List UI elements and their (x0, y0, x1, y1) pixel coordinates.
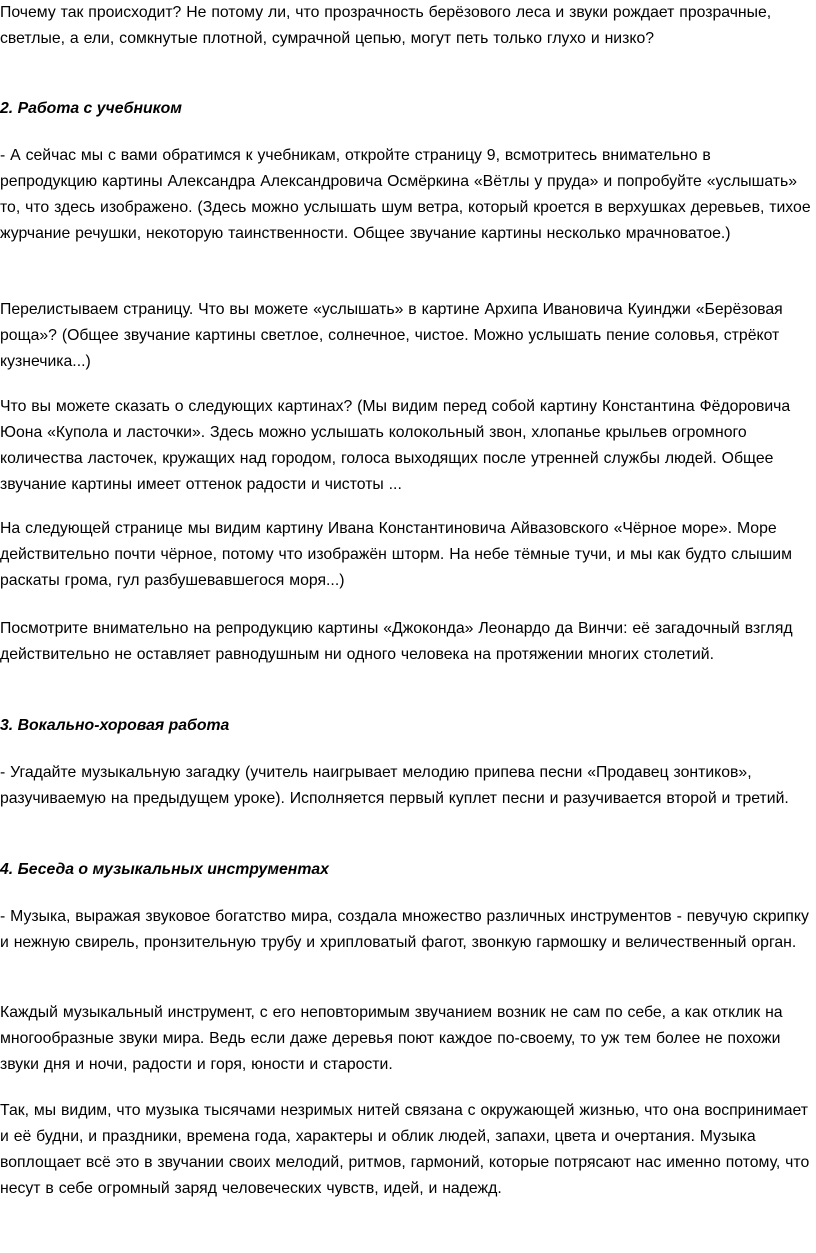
paragraph: Почему так происходит? Не потому ли, что прозрачность берёзового леса и звуки рождает прозрачные, светлые, а ели, сомкнутые плотной, сумрачной цепью, могут петь только глухо и низко? (0, 4, 772, 47)
paragraph: На следующей странице мы видим картину Ивана Константиновича Айвазовского «Чёрное море». Море действительно почти чёрное, потому что изображён шторм. На небе тёмные тучи, и мы как будто слышим раскаты грома, гул разбушевавшегося моря...) (0, 520, 792, 589)
section-heading: 4. Беседа о музыкальных инструментах (0, 861, 329, 878)
paragraph: Посмотрите внимательно на репродукцию картины «Джоконда» Леонардо да Винчи: её загадочный взгляд действительно не оставляет равнодушным ни одного человека на протяжении многих столетий. (0, 620, 793, 663)
paragraph: - Угадайте музыкальную загадку (учитель наигрывает мелодию припева песни «Продавец зонтиков», разучиваемую на предыдущем уроке). Исполняется первый куплет песни и разучивается второй и третий. (0, 764, 789, 807)
paragraph: Каждый музыкальный инструмент, с его неповторимым звучанием возник не сам по себе, а как отклик на многообразные звуки мира. Ведь если даже деревья поют каждое по-своему, то уж тем более не похожи звуки дня и ночи, радости и горя, юности и старости. (0, 1004, 783, 1073)
section-heading: 3. Вокально-хоровая работа (0, 717, 230, 734)
section-heading: 2. Работа с учебником (0, 100, 182, 117)
paragraph: Что вы можете сказать о следующих картинах? (Мы видим перед собой картину Константина Фёдоровича Юона «Купола и ласточки». Здесь можно услышать колокольный звон, хлопанье крыльев огромного количества ласточек, кружащих над городом, голоса выходящих после утренней службы людей. Общее звучание картины имеет оттенок радости и чистоты ... (0, 398, 791, 493)
paragraph: - Музыка, выражая звуковое богатство мира, создала множество различных инструментов - певучую скрипку и нежную свирель, пронзительную трубу и хрипловатый фагот, звонкую гармошку и величественный орган. (0, 908, 809, 951)
paragraph: - А сейчас мы с вами обратимся к учебникам, откройте страницу 9, всмотритесь внимательно в репродукцию картины Александра Александровича Осмёркина «Вётлы у пруда» и попробуйте «услышать» то, что здесь изображено. (Здесь можно услышать шум ветра, который кроется в верхушках деревьев, тихое журчание речушки, некоторую таинственности. Общее звучание картины несколько мрачноватое.) (0, 147, 811, 242)
paragraph: Перелистываем страницу. Что вы можете «услышать» в картине Архипа Ивановича Куинджи «Берёзовая роща»? (Общее звучание картины светлое, солнечное, чистое. Можно услышать пение соловья, стрёкот кузнечика...) (0, 301, 783, 370)
paragraph: Так, мы видим, что музыка тысячами незримых нитей связана с окружающей жизнью, что она воспринимает и её будни, и праздники, времена года, характеры и облик людей, запахи, цвета и очертания. Музыка воплощает всё это в звучании своих мелодий, ритмов, гармоний, которые потрясают нас именно потому, что несут в себе огромный заряд человеческих чувств, идей, и надежд. (0, 1102, 810, 1197)
